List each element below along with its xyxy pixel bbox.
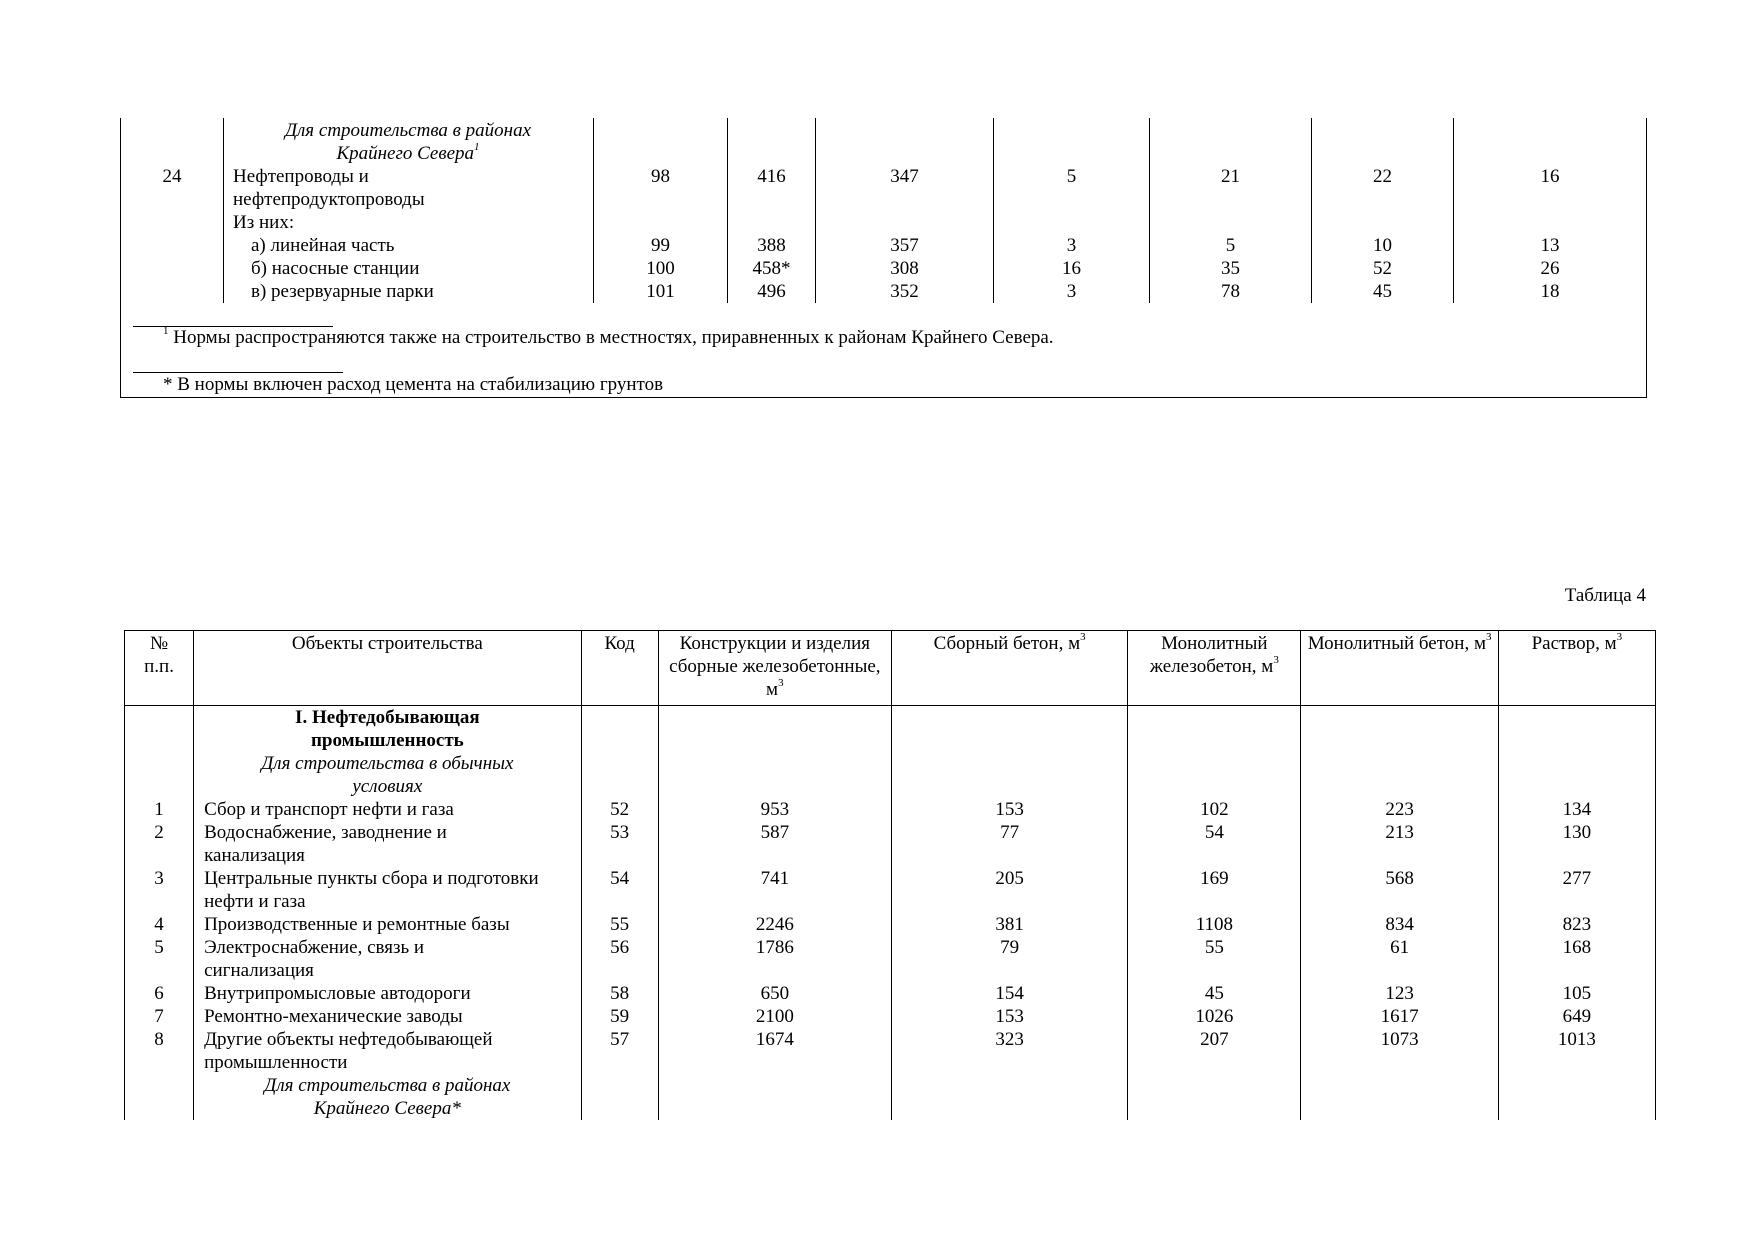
cell-num: 1: [125, 798, 194, 821]
cell-value: 649: [1498, 1005, 1655, 1028]
cell-value: 18: [1540, 281, 1560, 302]
cell-value: 45: [1128, 982, 1301, 1005]
cell-value: 953: [658, 798, 891, 821]
table-border-right: [1646, 118, 1647, 397]
cell-object-name: [194, 913, 582, 936]
cell-value: 381: [891, 913, 1127, 936]
section-title-line2: промышленность: [310, 730, 464, 751]
cell-value: 102: [1128, 798, 1301, 821]
header-text: Монолитный бетон, м: [1307, 633, 1486, 654]
cell-value: 587: [658, 821, 891, 867]
cell-value: 45: [1373, 281, 1392, 302]
cell-value: 352: [890, 281, 919, 302]
cell-value: 416: [757, 166, 786, 187]
subsection-row: [125, 1074, 1656, 1120]
sub-col-code: [594, 234, 727, 303]
sub-col: [728, 234, 815, 303]
object-name-line: нефти и газа: [204, 891, 306, 912]
sub-intro: Из них:: [233, 212, 295, 233]
cell-num: 5: [125, 936, 194, 982]
cell-code: 56: [581, 936, 658, 982]
header-code: Код: [581, 631, 658, 706]
footnote-1: [163, 326, 1054, 349]
cell-value: 22: [1373, 166, 1392, 187]
table-row: [125, 798, 1656, 821]
empty-cell: [125, 706, 194, 799]
cell-object-name: [194, 936, 582, 982]
subsection-title-line1: Для строительства в обычных: [261, 753, 514, 774]
cell-value: 357: [890, 235, 919, 256]
cell-value: 2100: [658, 1005, 891, 1028]
cell-value: 3: [1066, 235, 1077, 256]
header-num: [125, 631, 194, 706]
cell-value: 169: [1128, 867, 1301, 913]
row-number: 24: [162, 166, 182, 187]
header-constructions: [658, 631, 891, 706]
cell-num: 2: [125, 821, 194, 867]
sub-col: [1454, 234, 1646, 303]
cell-value: 223: [1301, 798, 1498, 821]
unit-sup: 3: [1080, 630, 1086, 643]
cell-value: 10: [1373, 235, 1392, 256]
cell-value: 123: [1301, 982, 1498, 1005]
object-name-line: Центральные пункты сбора и подготовки: [204, 868, 539, 889]
cell-value: 205: [891, 867, 1127, 913]
cell-value: 834: [1301, 913, 1498, 936]
cell-value: 1073: [1301, 1028, 1498, 1074]
table-row: [125, 936, 1656, 982]
empty-cell: [581, 706, 658, 799]
object-name-line: канализация: [204, 845, 305, 866]
cell-value: 568: [1301, 867, 1498, 913]
sub-row-label: б) насосные станции: [251, 258, 420, 279]
cell-value: 130: [1498, 821, 1655, 867]
cell-value: 741: [658, 867, 891, 913]
cell-value: 21: [1221, 166, 1240, 187]
header-row: [125, 631, 1656, 706]
table-row: [125, 1005, 1656, 1028]
cell-value: 1786: [658, 936, 891, 982]
cell-value: 16: [1062, 258, 1081, 279]
cell-value: 79: [891, 936, 1127, 982]
cell-value: 1617: [1301, 1005, 1498, 1028]
header-text: Раствор, м: [1531, 633, 1617, 654]
sub-col: [816, 234, 993, 303]
unit-sup: 3: [1273, 653, 1279, 666]
footnote-marker: 1: [163, 324, 169, 337]
empty-cell: [1498, 706, 1655, 799]
cell-code: 58: [581, 982, 658, 1005]
cell-value: 16: [1540, 166, 1560, 187]
header-precast-concrete: [891, 631, 1127, 706]
object-name-line: Производственные и ремонтные базы: [204, 914, 510, 935]
cell-value: 153: [891, 1005, 1127, 1028]
cell-value: 650: [658, 982, 891, 1005]
cell-value: 78: [1221, 281, 1240, 302]
subsection-title-2: [194, 1074, 582, 1120]
cell-value: 168: [1498, 936, 1655, 982]
empty-cell: [1128, 1074, 1301, 1120]
object-name-line2: нефтепродуктопроводы: [233, 189, 425, 210]
cell-code: 52: [581, 798, 658, 821]
cell-value: 1674: [658, 1028, 891, 1074]
object-name-line: промышленности: [204, 1052, 348, 1073]
cell-value: 52: [1373, 258, 1392, 279]
section-title: [194, 706, 582, 799]
section-heading: [224, 119, 592, 165]
table-body: [125, 798, 1656, 1074]
cell-num: 8: [125, 1028, 194, 1074]
section-heading-text: Крайнего Севера: [336, 143, 475, 164]
header-monolithic-concrete: [1301, 631, 1498, 706]
subsection-title-line1: Для строительства в районах: [264, 1075, 511, 1096]
empty-cell: [1498, 1074, 1655, 1120]
cell-value: 388: [757, 235, 786, 256]
cell-object-name: [194, 821, 582, 867]
cell-object-name: [194, 1028, 582, 1074]
cell-num: 7: [125, 1005, 194, 1028]
cell-object-name: [194, 798, 582, 821]
cell-code: 100: [646, 258, 675, 279]
cell-value: 26: [1540, 258, 1560, 279]
header-mortar: [1498, 631, 1655, 706]
cell-code: 53: [581, 821, 658, 867]
cell-code: 54: [581, 867, 658, 913]
cell-value: 308: [890, 258, 919, 279]
cell-code: 99: [651, 235, 670, 256]
sub-row-labels: [251, 234, 434, 303]
cell-num: 6: [125, 982, 194, 1005]
cell-value: 54: [1128, 821, 1301, 867]
cell-value: 153: [891, 798, 1127, 821]
unit-sup: 3: [1616, 630, 1623, 643]
cell-value: 347: [890, 166, 919, 187]
cell-value: 5: [1066, 166, 1077, 187]
cell-value: 1026: [1128, 1005, 1301, 1028]
unit-sup: 3: [1485, 630, 1492, 643]
header-text: Конструкции и изделия сборные железобетонные, м: [669, 633, 881, 700]
header-objects: Объекты строительства: [194, 631, 582, 706]
empty-cell: [658, 706, 891, 799]
table-row: [125, 913, 1656, 936]
table-row: [125, 821, 1656, 867]
header-num-line2: п.п.: [144, 656, 174, 677]
object-name-line: Ремонтно-механические заводы: [204, 1006, 463, 1027]
sub-col: [994, 234, 1149, 303]
header-monolithic-rc: [1128, 631, 1301, 706]
cell-value: 323: [891, 1028, 1127, 1074]
empty-cell: [1128, 706, 1301, 799]
cell-value: 2246: [658, 913, 891, 936]
object-name-line: Сбор и транспорт нефти и газа: [204, 799, 454, 820]
cell-num: 3: [125, 867, 194, 913]
empty-cell: [891, 1074, 1127, 1120]
footnote-2: * В нормы включен расход цемента на стабилизацию грунтов: [163, 374, 664, 395]
cell-value: 77: [891, 821, 1127, 867]
cell-value: 134: [1498, 798, 1655, 821]
empty-cell: [1301, 706, 1498, 799]
cell-object-name: [194, 867, 582, 913]
table-4: [124, 630, 1656, 1120]
footnote-ref: 1: [474, 140, 480, 153]
cell-value: 1013: [1498, 1028, 1655, 1074]
table-row: [125, 867, 1656, 913]
subsection-title-line2: Крайнего Севера*: [313, 1098, 461, 1119]
footnote-text: Нормы распространяются также на строительство в местностях, приравненных к районам Крайнего Севера.: [168, 327, 1054, 348]
header-text: Монолитный железобетон, м: [1149, 633, 1274, 677]
table-border-bottom: [120, 397, 1647, 398]
cell-code: 59: [581, 1005, 658, 1028]
cell-code: 55: [581, 913, 658, 936]
section-title-line1: I. Нефтедобывающая: [295, 707, 480, 728]
table-row: [125, 1028, 1656, 1074]
sub-row-label: в) резервуарные парки: [251, 281, 434, 302]
cell-value: 823: [1498, 913, 1655, 936]
cell-object-name: [194, 982, 582, 1005]
cell-value: 35: [1221, 258, 1240, 279]
cell-code: 57: [581, 1028, 658, 1074]
cell-value: 213: [1301, 821, 1498, 867]
subsection-title-line2: условиях: [352, 776, 423, 797]
object-name-line: Электроснабжение, связь и: [204, 937, 425, 958]
cell-value: 61: [1301, 936, 1498, 982]
cell-value: 496: [757, 281, 786, 302]
cell-value: 105: [1498, 982, 1655, 1005]
table-row: [125, 982, 1656, 1005]
section-heading-line2: [224, 142, 592, 165]
empty-cell: [658, 1074, 891, 1120]
cell-value: 55: [1128, 936, 1301, 982]
object-name: [233, 165, 425, 234]
section-row: [125, 706, 1656, 799]
header-num-line1: №: [149, 633, 169, 654]
object-name-line: Внутрипромысловые автодороги: [204, 983, 471, 1004]
empty-cell: [891, 706, 1127, 799]
cell-code: 98: [651, 166, 670, 187]
cell-value: 13: [1540, 235, 1560, 256]
cell-code: 101: [646, 281, 675, 302]
cell-value: 5: [1225, 235, 1236, 256]
table-border-left: [120, 118, 121, 397]
header-text: Сборный бетон, м: [933, 633, 1081, 654]
object-name-line: Водоснабжение, заводнение и: [204, 822, 447, 843]
cell-value: 458*: [752, 258, 791, 279]
object-name-line: Другие объекты нефтедобывающей: [204, 1029, 493, 1050]
section-heading-line1: Для строительства в районах: [284, 120, 532, 141]
cell-num: 4: [125, 913, 194, 936]
cell-value: 154: [891, 982, 1127, 1005]
cell-value: 3: [1066, 281, 1077, 302]
cell-value: 207: [1128, 1028, 1301, 1074]
unit-sup: 3: [778, 676, 784, 689]
empty-cell: [125, 1074, 194, 1120]
cell-value: 1108: [1128, 913, 1301, 936]
sub-col: [1312, 234, 1453, 303]
sub-row-label: а) линейная часть: [251, 235, 395, 256]
sub-col: [1150, 234, 1311, 303]
empty-cell: [581, 1074, 658, 1120]
cell-object-name: [194, 1005, 582, 1028]
object-name-line: сигнализация: [204, 960, 314, 981]
cell-value: 277: [1498, 867, 1655, 913]
empty-cell: [1301, 1074, 1498, 1120]
object-name-line1: Нефтепроводы и: [233, 166, 369, 187]
table-caption: Таблица 4: [1564, 585, 1646, 606]
